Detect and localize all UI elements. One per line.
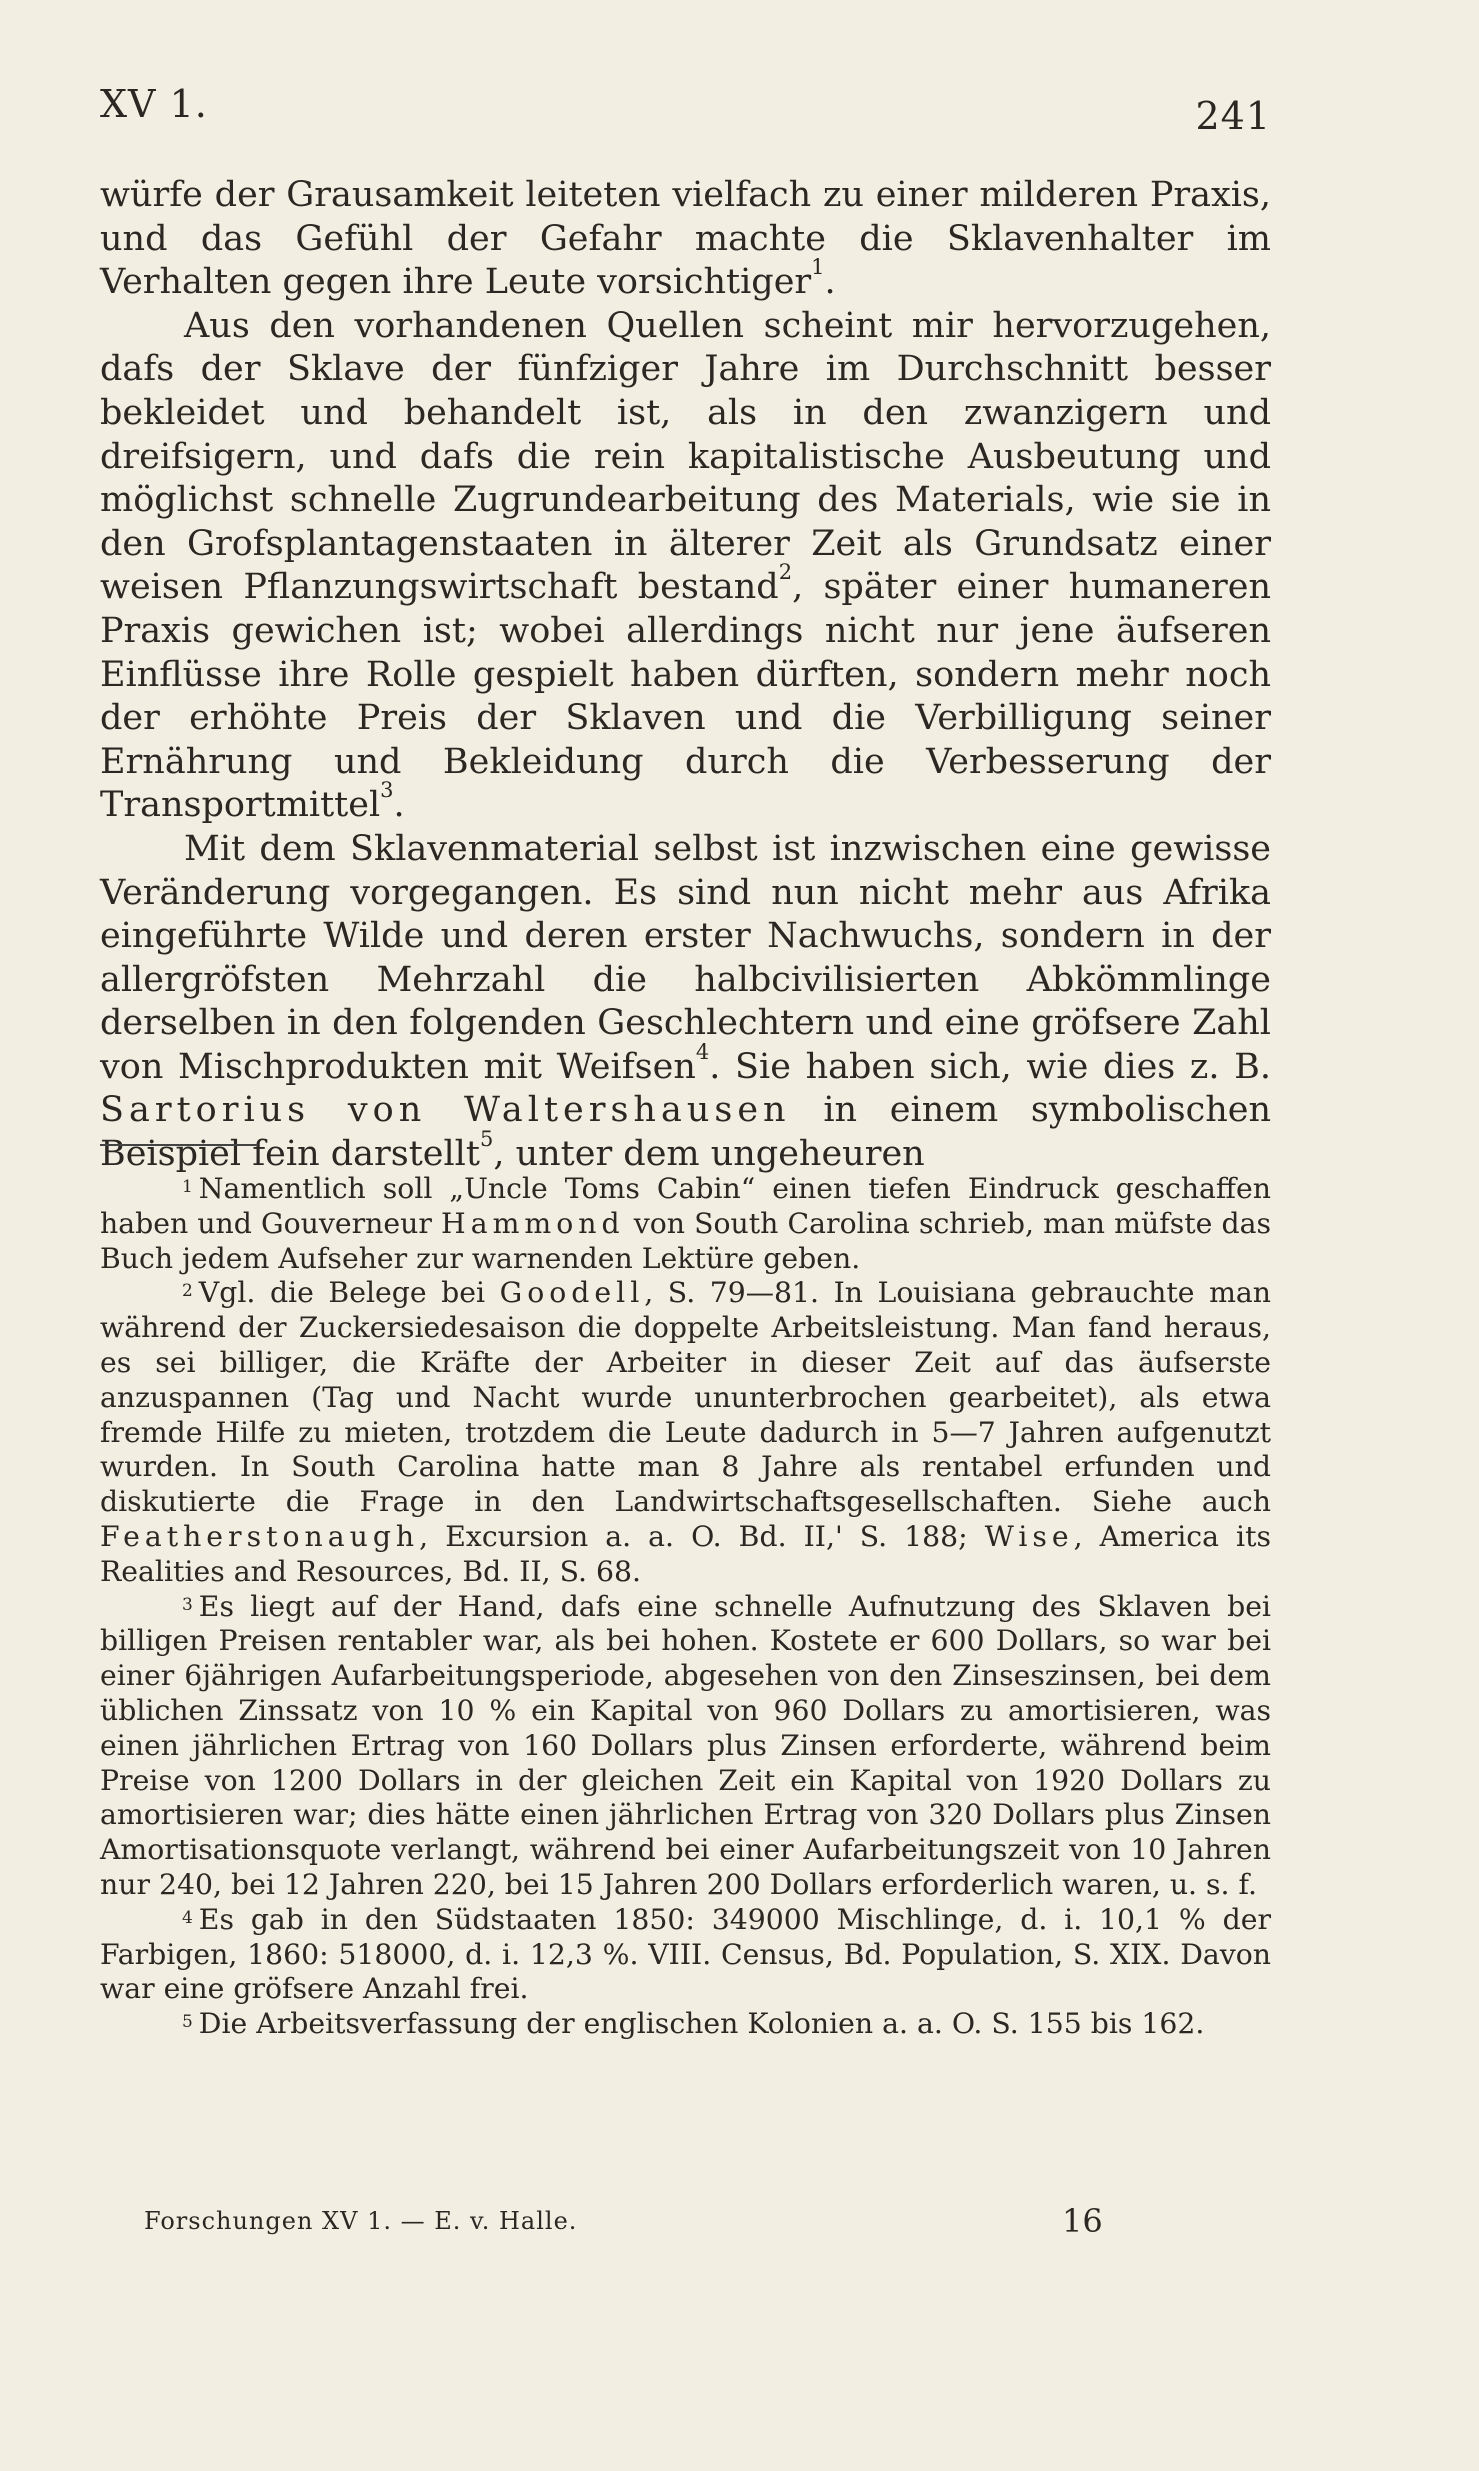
footnote-1: $^1$ Namentlich soll „Uncle Toms Cabin“ einen tiefen Eindruck geschaffen haben und Gouverneur Hammond von South Carolina schrieb, man müfste das Buch jedem Aufseher zur warnenden Lektüre geben. xyxy=(100,1172,1271,1275)
footnote-2: $^2$ Vgl. die Belege bei Goodell, S. 79—81. In Louisiana gebrauchte man während der Zuckersiedesaison die doppelte Arbeitsleistung. Man fand heraus, es sei billiger, die Kräfte der Arbeiter in dieser Zeit auf das äufserste anzuspannen (Tag und Nacht wurde ununterbrochen gearbeitet), als etwa fremde Hilfe zu mieten, trotzdem die Leute dadurch in 5—7 Jahren aufgenutzt wurden. In South Carolina hatte man 8 Jahre als rentabel erfunden und diskutierte die Frage in den Landwirtschaftsgesellschaften. Siehe auch Featherstonaugh, Excursion a. a. O. Bd. II,' S. 188; Wise, America its Realities and Resources, Bd. II, S. 68. xyxy=(100,1276,1271,1588)
footnote-ref-5: 5 xyxy=(479,1127,494,1152)
footnote-ref-2: 2 xyxy=(778,560,793,585)
footnote-3: $^3$ Es liegt auf der Hand, dafs eine schnelle Aufnutzung des Sklaven bei billigen Preisen rentabler war, als bei hohen. Kostete er 600 Dollars, so war bei einer 6jährigen Aufarbeitungsperiode, abgesehen von den Zinseszinsen, bei dem üblichen Zinssatz von 10 % ein Kapital von 960 Dollars zu amortisieren, was einen jährlichen Ertrag von 160 Dollars plus Zinsen erforderte, während beim Preise von 1200 Dollars in der gleichen Zeit ein Kapital von 1920 Dollars zu amortisieren war; dies hätte einen jährlichen Ertrag von 320 Dollars plus Zinsen Amortisationsquote verlangt, während bei einer Aufarbeitungszeit von 10 Jahren nur 240, bei 12 Jahren 220, bei 15 Jahren 200 Dollars erforderlich waren, u. s. f. xyxy=(100,1589,1271,1901)
footnote-4: $^4$ Es gab in den Südstaaten 1850: 349000 Mischlinge, d. i. 10,1 % der Farbigen, 1860: 518000, d. i. 12,3 %. VIII. Census, Bd. Population, S. XIX. Davon war eine gröfsere Anzahl frei. xyxy=(100,1902,1271,2006)
footnote-ref-1: 1 xyxy=(811,255,825,280)
paragraph-2: Aus den vorhandenen Quellen scheint mir hervorzugehen, dafs der Sklave der fünfziger Jahre im Durchschnitt besser bekleidet und behandelt ist, als in den zwanzigern und dreifsigern, und dafs die rein kapitalistische Ausbeutung und möglichst schnelle Zugrundearbeitung des Materials, wie sie in den Grofsplantagenstaaten in älterer Zeit als Grundsatz einer weisen Pflanzungswirtschaft bestand$^2$, später einer humaneren Praxis gewichen ist; wobei allerdings nicht nur jene äufseren Einflüsse ihre Rolle gespielt haben dürften, sondern mehr noch der erhöhte Preis der Sklaven und die Verbilligung seiner Ernährung und Bekleidung durch die Verbesserung der Transportmittel$^3$. xyxy=(100,305,1272,826)
section-label: XV 1. xyxy=(100,82,208,126)
author-name: Sartorius von Waltershausen xyxy=(100,1090,791,1131)
printer-signature: Forschungen XV 1. — E. v. Halle. xyxy=(144,2207,578,2235)
footnote-5: $^5$ Die Arbeitsverfassung der englischen Kolonien a. a. O. S. 155 bis 162. xyxy=(182,2007,1205,2041)
sheet-number: 16 xyxy=(1062,2202,1103,2240)
footnote-ref-4: 4 xyxy=(695,1039,710,1064)
paragraph-3: Mit dem Sklavenmaterial selbst ist inzwischen eine gewisse Veränderung vorgegangen. Es sind nun nicht mehr aus Afrika eingeführte Wilde und deren erster Nachwuchs, sondern in der allergröfsten Mehrzahl die halbcivilisierten Abkömmlinge derselben in den folgenden Geschlechtern und eine gröfsere Zahl von Mischprodukten mit Weifsen$^4$. Sie haben sich, wie dies z. B. Sartorius von Waltershausen in einem symbolischen Beispiel fein darstellt$^5$, unter dem ungeheuren xyxy=(100,828,1272,1175)
footnotes xyxy=(100,1172,1271,2042)
page-number: 241 xyxy=(1195,94,1271,138)
paragraph-1: würfe der Grausamkeit leiteten vielfach zu einer milderen Praxis, und das Gefühl der Gefahr machte die Sklavenhalter im Verhalten gegen ihre Leute vorsichtiger$^1$. xyxy=(100,175,1271,303)
running-head xyxy=(100,82,1271,142)
main-text xyxy=(100,174,1271,1177)
footnote-rule xyxy=(100,1144,258,1146)
footnote-ref-3: 3 xyxy=(380,778,394,803)
